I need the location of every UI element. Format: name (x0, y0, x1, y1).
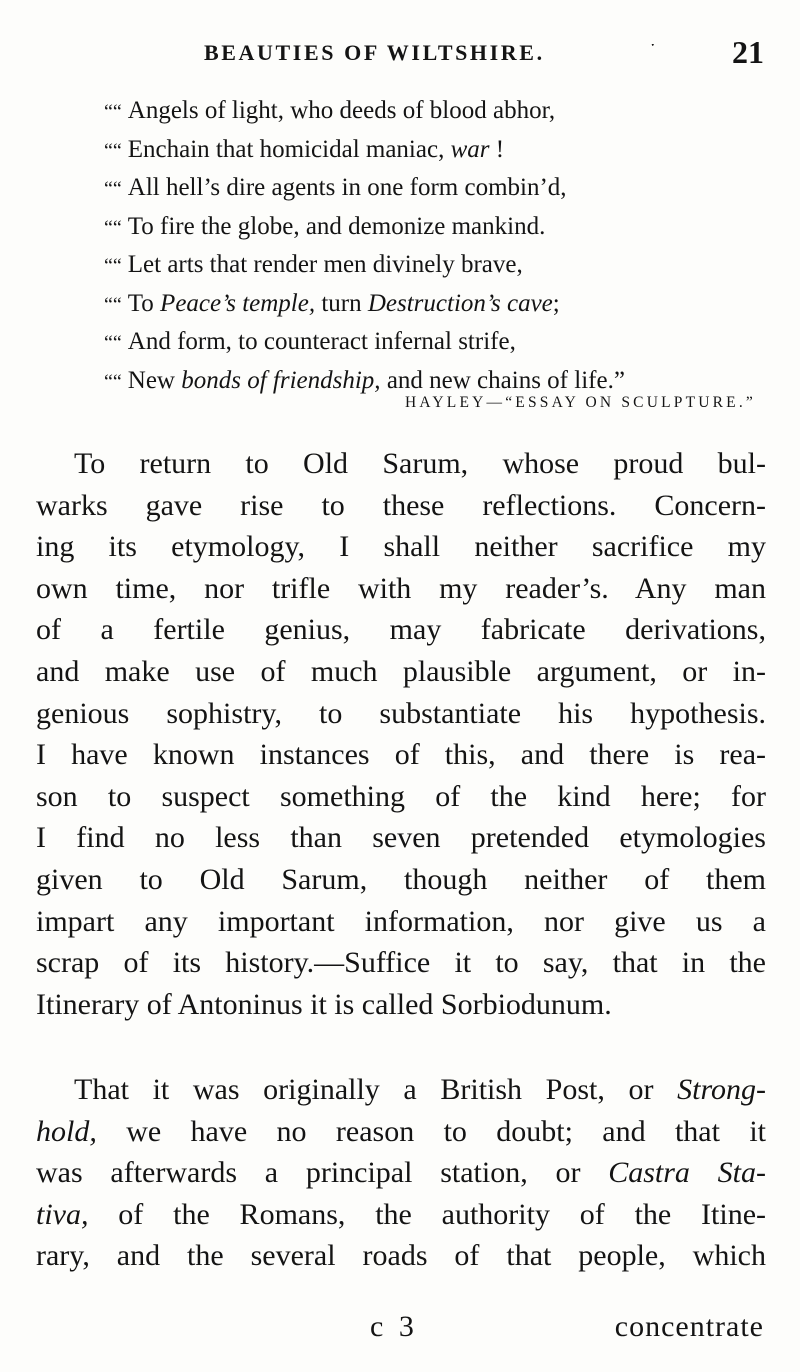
running-head-mark: ˑ (650, 36, 659, 58)
verse-text: Enchain that homicidal maniac, (127, 135, 451, 163)
verse-line (104, 92, 784, 131)
paragraph-line: I have known instances of this, and there is rea- (36, 738, 766, 772)
opening-quote-mark: ““ (104, 101, 122, 123)
verse-text: Let arts that render men divinely brave, (127, 251, 523, 278)
verse-quotation (104, 92, 784, 400)
verse-line (104, 285, 784, 324)
verse-italic: war (450, 135, 490, 163)
paragraph-line: given to Old Sarum, though neither of them (36, 862, 766, 896)
opening-quote-mark: ““ (104, 178, 122, 200)
line-text: we have no reason to doubt; and that it (96, 1114, 766, 1148)
line-italic: hold, (36, 1114, 97, 1148)
verse-text: turn (315, 289, 368, 317)
verse-text: and new chains of life.” (380, 366, 625, 394)
verse-line (104, 208, 784, 247)
paragraph-old-sarum (36, 444, 766, 1026)
paragraph-line: scrap of its history.—Suffice it to say, that in the (36, 946, 766, 980)
running-head (204, 34, 764, 74)
verse-text: ! (489, 135, 505, 163)
verse-line (104, 246, 784, 285)
verse-line (104, 131, 784, 170)
verse-text: And form, to counteract infernal strife, (127, 328, 516, 355)
catchword: concentrate (614, 1310, 764, 1343)
paragraph-line (36, 1112, 766, 1154)
paragraph-line: ing its etymology, I shall neither sacrifice my (36, 530, 766, 564)
paragraph-line: Itinerary of Antoninus it is called Sorbiodunum. (36, 987, 612, 1021)
paragraph-line: impart any important information, nor give us a (36, 904, 766, 938)
paragraph-line: own time, nor trifle with my reader’s. Any man (36, 571, 766, 605)
paragraph-british-post (36, 1070, 766, 1278)
opening-quote-mark: ““ (104, 139, 122, 162)
verse-text: To (127, 289, 161, 317)
opening-quote-mark: ““ (104, 216, 122, 239)
page-footer (0, 1310, 800, 1350)
verse-text: To fire the globe, and demonize mankind. (127, 212, 546, 240)
opening-quote-mark: ““ (104, 255, 122, 277)
line-text: was afterwards a principal station, or (36, 1156, 609, 1190)
paragraph-line: rary, and the several roads of that people, which (36, 1239, 766, 1273)
running-head-title: BEAUTIES OF WILTSHIRE. (204, 40, 545, 65)
verse-line (104, 169, 784, 208)
verse-text: ; (552, 289, 560, 317)
line-text: That it was originally a British Post, or (74, 1073, 678, 1106)
verse-italic: bonds of friendship, (181, 366, 381, 394)
line-text: of the Romans, the authority of the Itine- (88, 1197, 766, 1231)
paragraph-line: I find no less than seven pretended etymologies (36, 821, 766, 855)
verse-attribution: HAYLEY—“ESSAY ON SCULPTURE.” (405, 394, 756, 411)
paragraph-line: son to suspect something of the kind here; for (36, 779, 766, 813)
paragraph-line: warks gave rise to these reflections. Concern- (36, 488, 766, 522)
verse-text: New (127, 366, 182, 394)
verse-italic: Peace’s temple, (160, 289, 316, 317)
opening-quote-mark: ““ (104, 293, 122, 316)
line-italic: Castra Sta- (608, 1156, 766, 1190)
paragraph-line: of a fertile genius, may fabricate derivations, (36, 613, 766, 647)
verse-italic: Destruction’s cave (367, 289, 553, 317)
verse-line (104, 323, 784, 362)
page-number: 21 (732, 34, 764, 70)
signature-mark: c 3 (370, 1310, 418, 1343)
line-italic: tiva, (36, 1197, 89, 1231)
verse-text: Angels of light, who deeds of blood abhor, (127, 97, 556, 124)
opening-quote-mark: ““ (104, 332, 122, 354)
paragraph-line (36, 1153, 766, 1195)
paragraph-line (36, 1070, 766, 1112)
opening-quote-mark: ““ (104, 370, 122, 393)
paragraph-line: and make use of much plausible argument, or in- (36, 654, 766, 688)
paragraph-line (36, 1195, 766, 1237)
paragraph-line: genious sophistry, to substantiate his hypothesis. (36, 696, 766, 730)
line-italic: Strong- (677, 1073, 766, 1106)
paragraph-line: To return to Old Sarum, whose proud bul- (74, 447, 766, 480)
verse-text: All hell’s dire agents in one form combin’d, (127, 174, 567, 201)
